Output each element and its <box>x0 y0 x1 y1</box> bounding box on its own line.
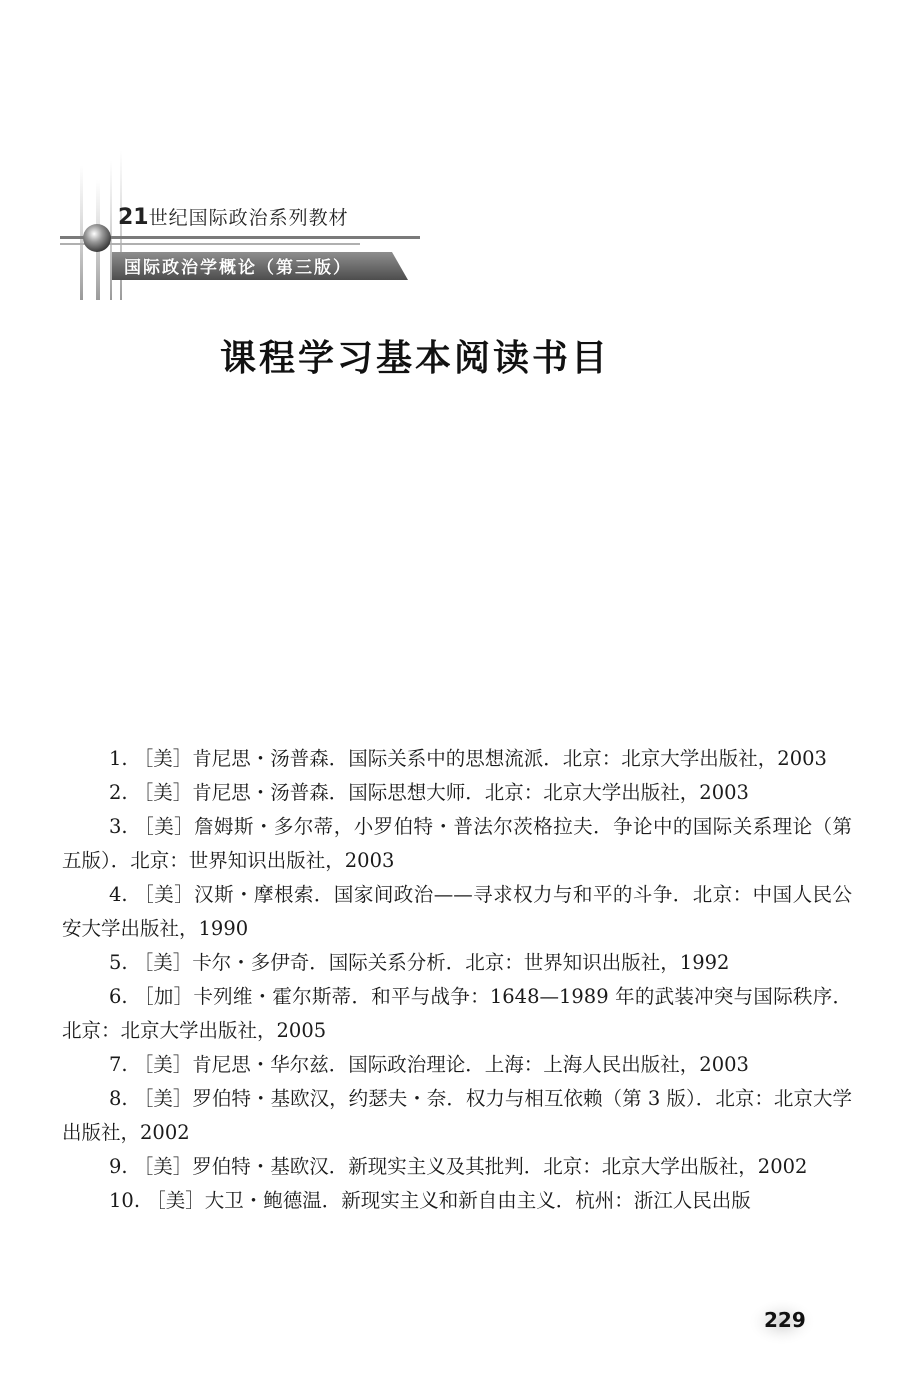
page-title: 课程学习基本阅读书目 <box>219 338 610 379</box>
reference-list <box>62 742 852 1218</box>
reference-item-8: 8. ［美］罗伯特・基欧汉，约瑟夫・奈．权力与相互依赖（第 3 版）．北京：北京大学出版社，2002 <box>62 1087 852 1144</box>
reference-item-7: 7. ［美］肯尼思・华尔兹．国际政治理论．上海：上海人民出版社，2003 <box>109 1053 749 1076</box>
reference-item-9: 9. ［美］罗伯特・基欧汉．新现实主义及其批判．北京：北京大学出版社，2002 <box>109 1155 808 1178</box>
series-name: 世纪国际政治系列教材 <box>148 207 349 229</box>
reference-item-6: 6. ［加］卡列维・霍尔斯蒂．和平与战争：1648—1989 年的武装冲突与国际秩序．北京：北京大学出版社，2005 <box>62 985 852 1042</box>
series-number: 21 <box>118 205 149 230</box>
reference-item-2: 2. ［美］肯尼思・汤普森．国际思想大师．北京：北京大学出版社，2003 <box>109 781 749 804</box>
reference-item-3: 3. ［美］詹姆斯・多尔蒂，小罗伯特・普法尔茨格拉夫．争论中的国际关系理论（第五版）．北京：世界知识出版社，2003 <box>62 815 852 872</box>
reference-item-10: 10. ［美］大卫・鲍德温．新现实主义和新自由主义．杭州：浙江人民出版 <box>109 1189 751 1212</box>
reference-item-4: 4. ［美］汉斯・摩根索．国家间政治——寻求权力与和平的斗争．北京：中国人民公安大学出版社，1990 <box>62 883 852 940</box>
page-number: 229 <box>764 1308 806 1332</box>
book-title-band: 国际政治学概论（第三版） <box>124 258 352 278</box>
reference-item-1: 1. ［美］肯尼思・汤普森．国际关系中的思想流派．北京：北京大学出版社，2003 <box>109 747 827 770</box>
reference-item-5: 5. ［美］卡尔・多伊奇．国际关系分析．北京：世界知识出版社，1992 <box>109 951 730 974</box>
series-title <box>118 203 349 230</box>
